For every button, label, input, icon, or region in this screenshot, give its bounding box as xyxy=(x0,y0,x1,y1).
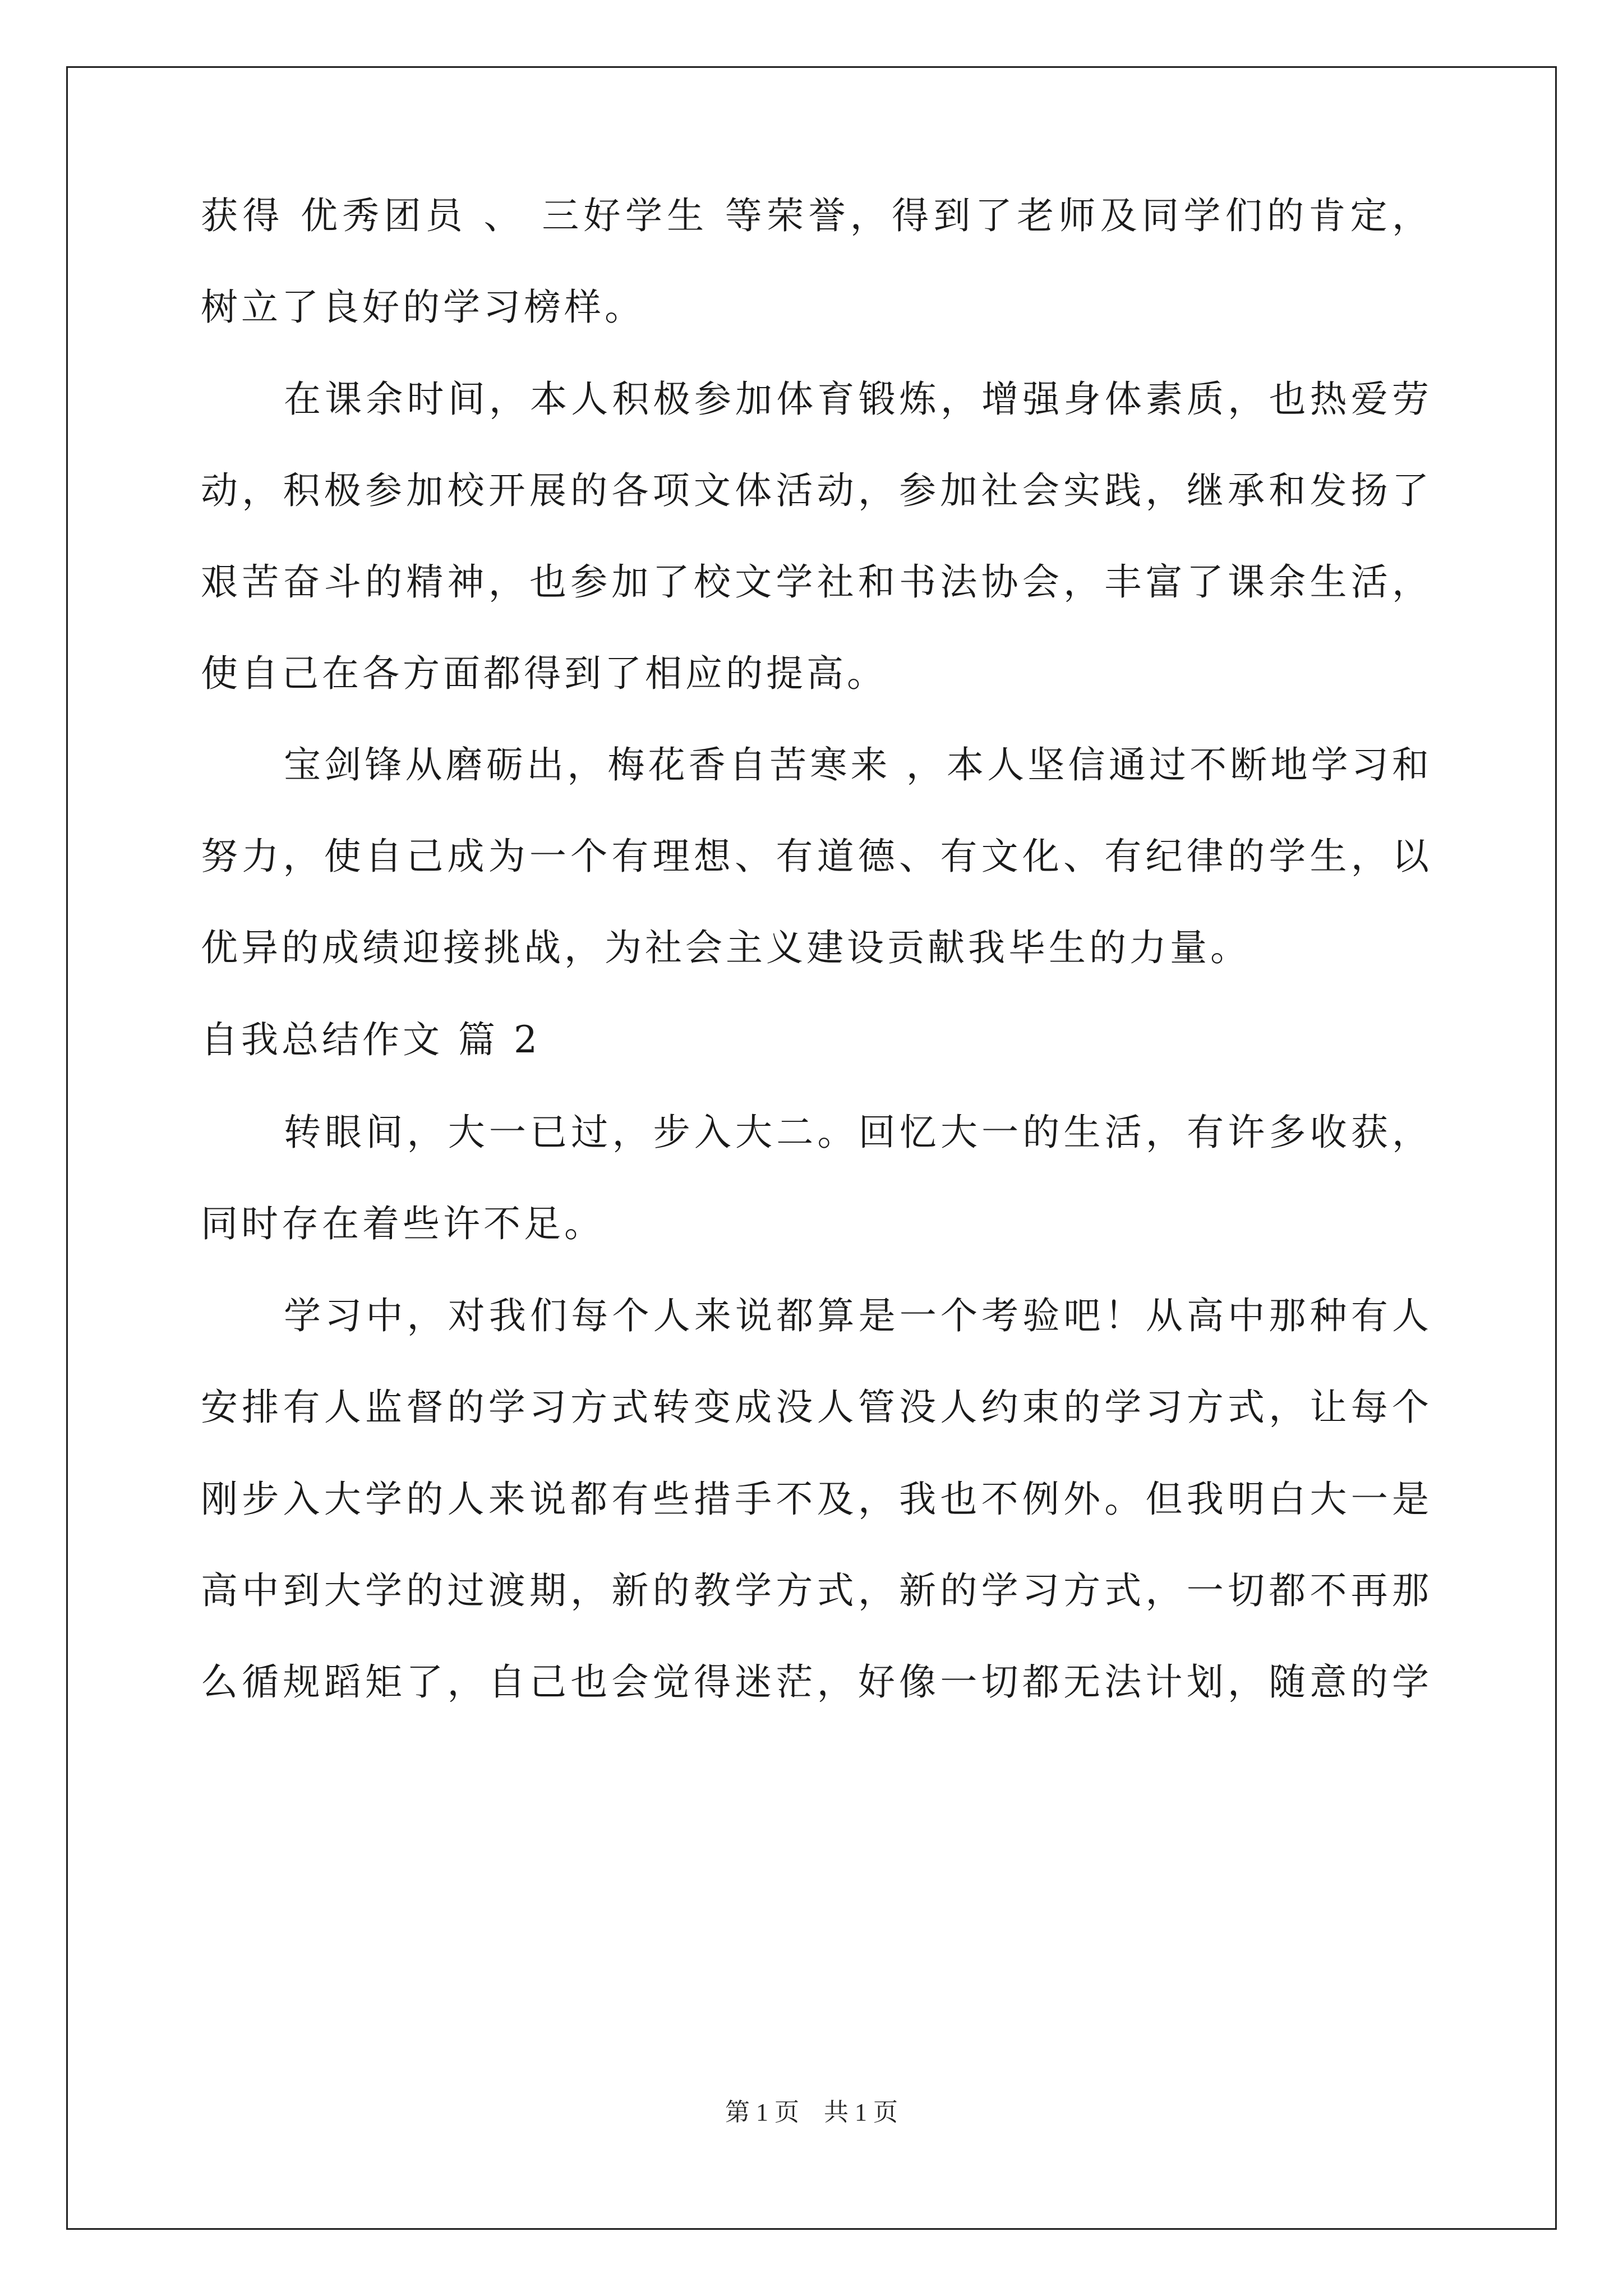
text-line: 学习中，对我们每个人来说都算是一个考验吧！从高中那种有人 xyxy=(284,1294,1429,1337)
text-line: 高中到大学的过渡期，新的教学方式，新的学习方式，一切都不再那 xyxy=(201,1569,1429,1612)
text-line: 树立了良好的学习榜样。 xyxy=(201,286,645,329)
text-line: 转眼间，大一已过，步入大二。回忆大一的生活，有许多收获， xyxy=(284,1111,1429,1154)
text-line: 优异的成绩迎接挑战，为社会主义建设贡献我毕生的力量。 xyxy=(201,926,1251,969)
text-line: 安排有人监督的学习方式转变成没人管没人约束的学习方式，让每个 xyxy=(201,1386,1429,1429)
text-line: 获得 优秀团员 、 三好学生 等荣誉，得到了老师及同学们的肯定， xyxy=(201,194,1429,237)
text-line: 同时存在着些许不足。 xyxy=(201,1202,605,1245)
text-line: 宝剑锋从磨砺出，梅花香自苦寒来 ，本人坚信通过不断地学习和 xyxy=(284,743,1429,786)
page-total: 共 1 页 xyxy=(824,2099,898,2126)
text-line: 努力，使自己成为一个有理想、有道德、有文化、有纪律的学生，以 xyxy=(201,835,1429,878)
page-number: 第 1 页 xyxy=(725,2099,799,2126)
text-line: 么循规蹈矩了，自己也会觉得迷茫，好像一切都无法计划，随意的学 xyxy=(201,1660,1429,1704)
page-footer xyxy=(0,2097,1623,2128)
section-heading: 自我总结作文 篇 2 xyxy=(201,1018,541,1061)
text-line: 动，积极参加校开展的各项文体活动，参加社会实践，继承和发扬了 xyxy=(201,469,1429,512)
text-line: 使自己在各方面都得到了相应的提高。 xyxy=(201,652,887,695)
text-line: 在课余时间，本人积极参加体育锻炼，增强身体素质，也热爱劳 xyxy=(284,378,1429,421)
text-line: 艰苦奋斗的精神，也参加了校文学社和书法协会，丰富了课余生活， xyxy=(201,560,1429,604)
text-line: 刚步入大学的人来说都有些措手不及，我也不例外。但我明白大一是 xyxy=(201,1478,1429,1521)
